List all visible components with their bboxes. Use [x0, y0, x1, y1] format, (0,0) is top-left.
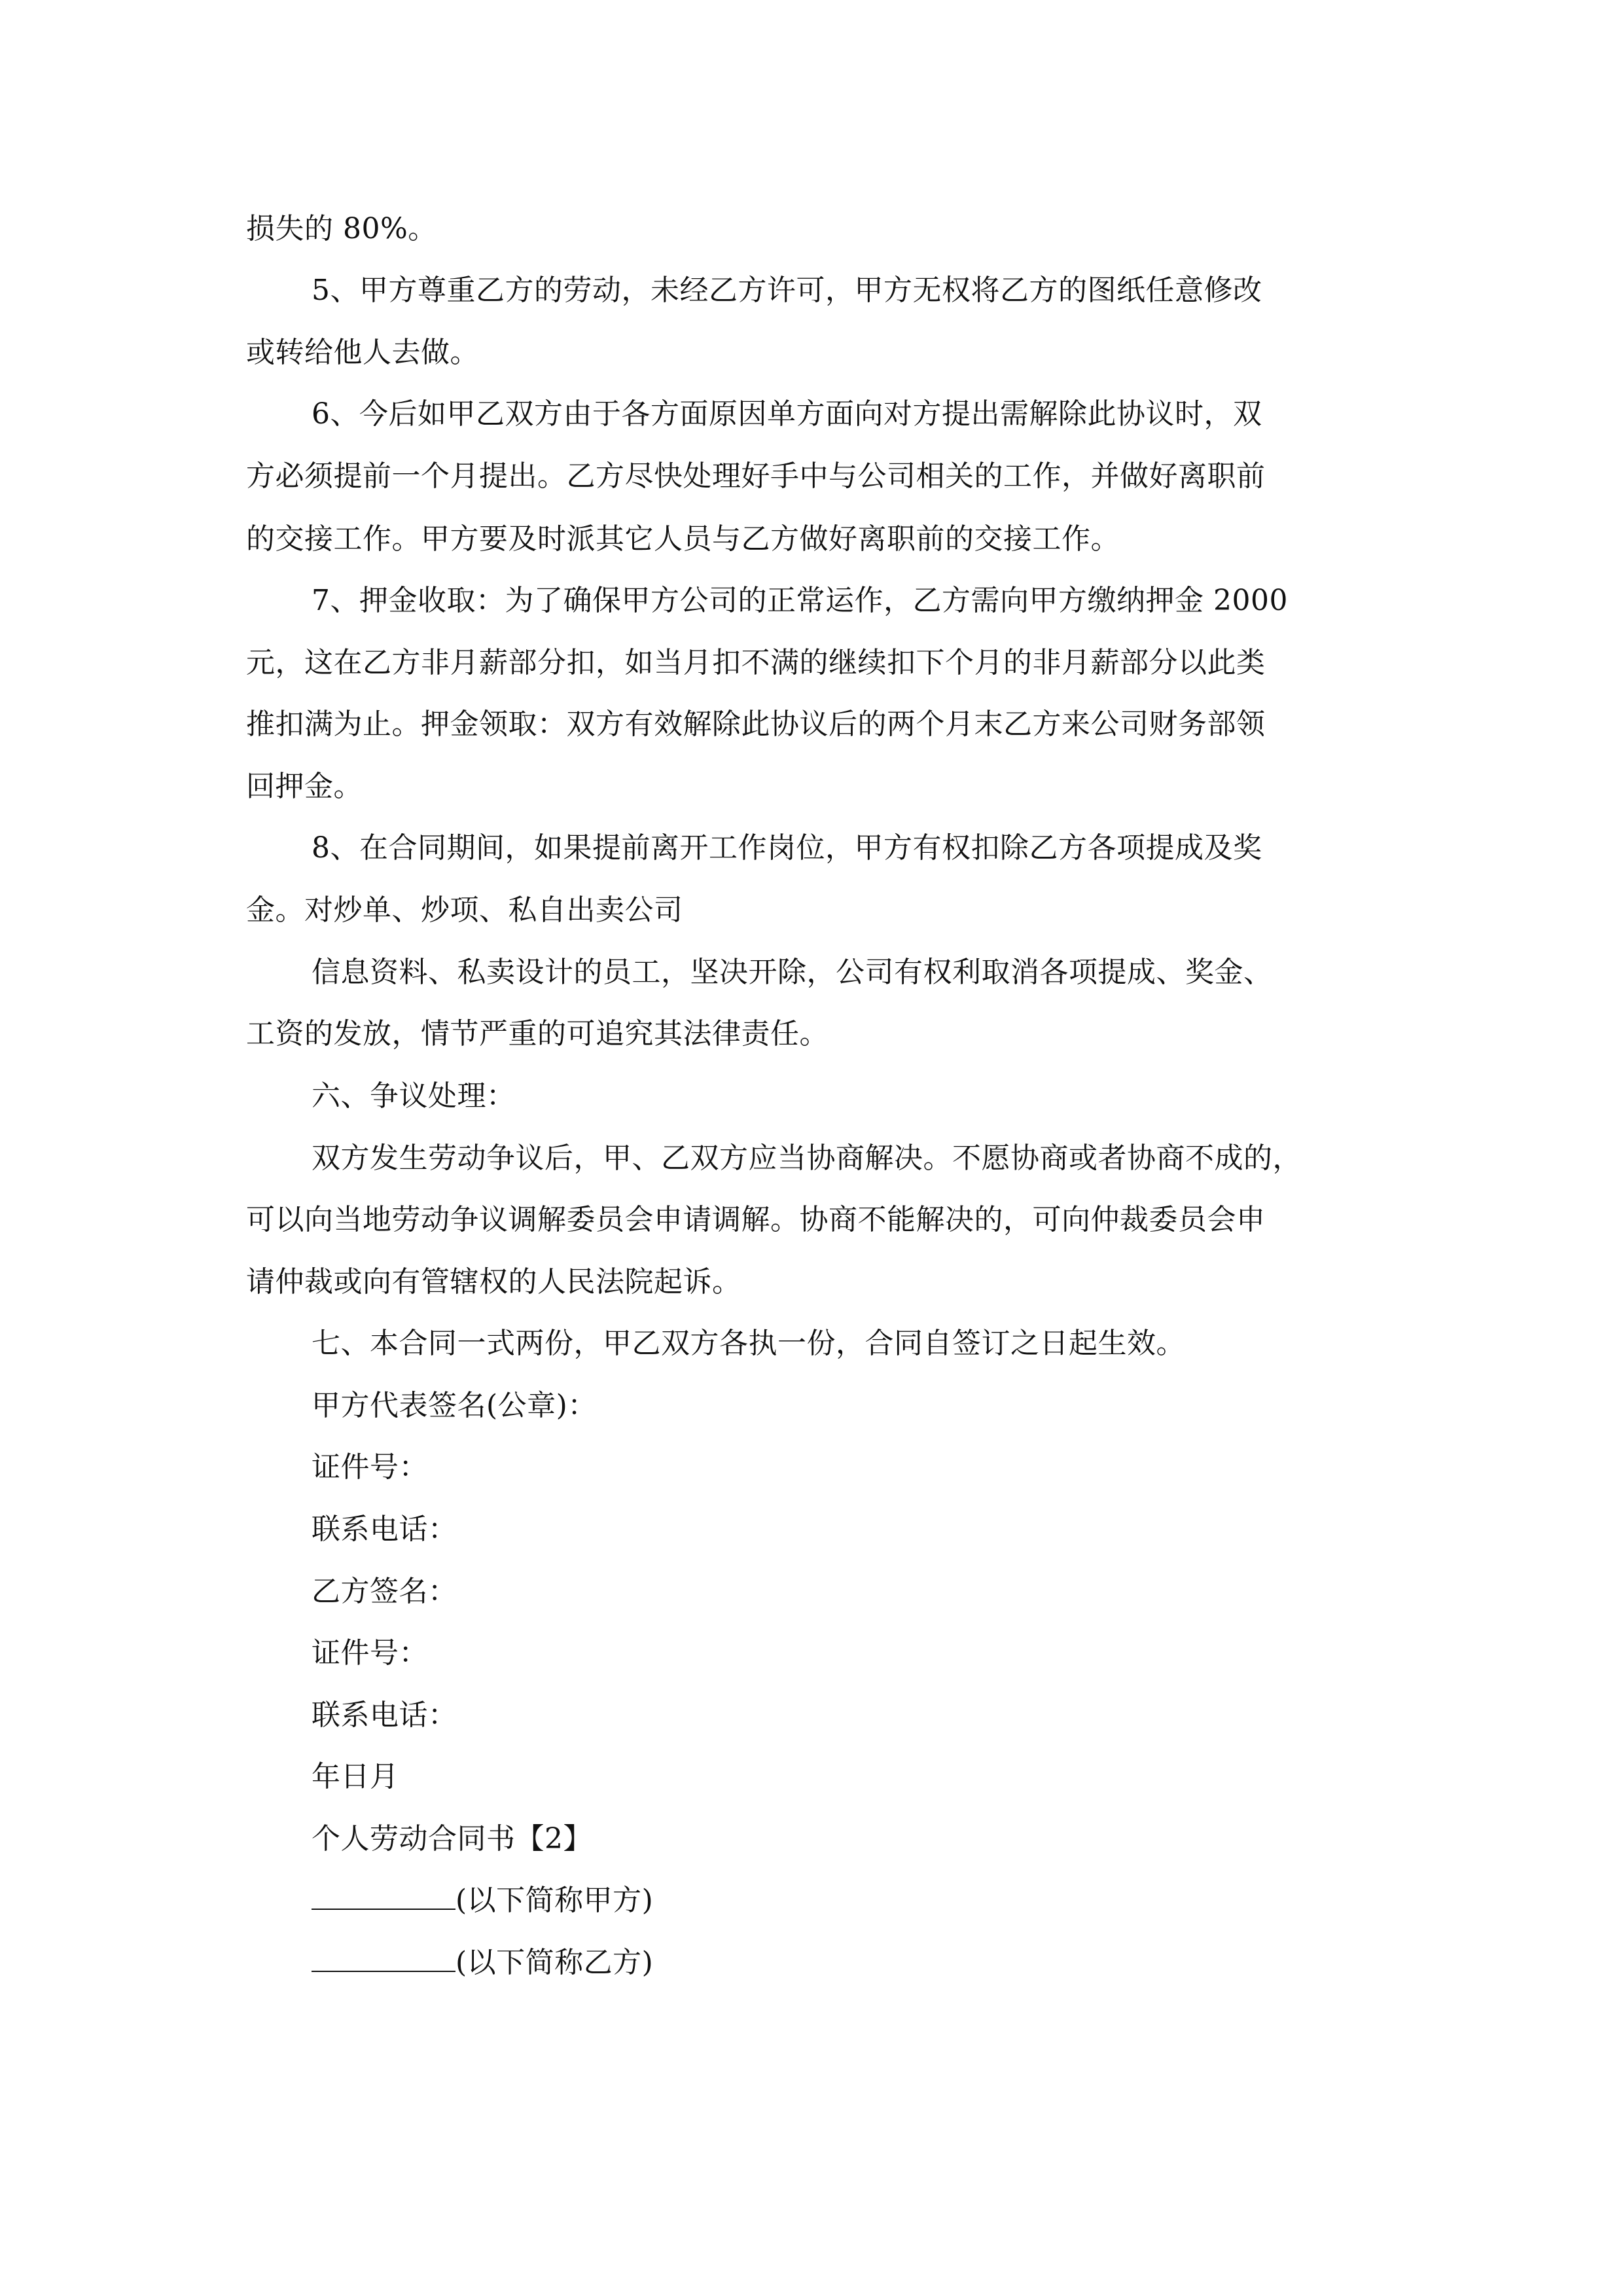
- dispute-line-2: 可以向当地劳动争议调解委员会申请调解。协商不能解决的，可向仲裁委员会申: [246, 1203, 1266, 1236]
- party-b-abbrev-label: (以下简称乙方): [455, 1946, 654, 1979]
- contract-title-2: 个人劳动合同书【2】: [312, 1822, 592, 1856]
- clause-5-line-2: 或转给他人去做。: [246, 336, 479, 369]
- dispute-line-1: 双方发生劳动争议后，甲、乙双方应当协商解决。不愿协商或者协商不成的，: [312, 1141, 1302, 1175]
- section-heading-dispute: 六、争议处理：: [312, 1079, 516, 1113]
- text-line: 损失的 80%。: [246, 212, 437, 245]
- clause-8-line-1: 8、在合同期间，如果提前离开工作岗位，甲方有权扣除乙方各项提成及奖: [312, 831, 1262, 865]
- clause-7-line-2: 元，这在乙方非月薪部分扣，如当月扣不满的继续扣下个月的非月薪部分以此类: [246, 646, 1266, 679]
- dispute-line-3: 请仲裁或向有管辖权的人民法院起诉。: [246, 1265, 741, 1299]
- party-b-blank: [312, 1945, 455, 1972]
- party-a-abbrev-label: (以下简称甲方): [455, 1884, 654, 1917]
- clause-8-line-4: 工资的发放，情节严重的可追究其法律责任。: [246, 1017, 829, 1050]
- section-7-line: 七、本合同一式两份，甲乙双方各执一份，合同自签订之日起生效。: [312, 1327, 1185, 1360]
- clause-5-line-1: 5、甲方尊重乙方的劳动，未经乙方许可，甲方无权将乙方的图纸任意修改: [312, 274, 1262, 307]
- clause-6-line-3: 的交接工作。甲方要及时派其它人员与乙方做好离职前的交接工作。: [246, 522, 1120, 556]
- party-a-blank: [312, 1882, 455, 1910]
- party-b-signature-label: 乙方签名：: [312, 1575, 457, 1608]
- clause-6-line-1: 6、今后如甲乙双方由于各方面原因单方面向对方提出需解除此协议时，双: [312, 397, 1262, 431]
- party-b-id-label: 证件号：: [312, 1636, 428, 1670]
- party-a-id-label: 证件号：: [312, 1450, 428, 1484]
- party-b-line: [312, 1943, 653, 1982]
- clause-7-line-1: 7、押金收取：为了确保甲方公司的正常运作，乙方需向甲方缴纳押金 2000: [312, 584, 1288, 617]
- date-label: 年日月: [312, 1760, 399, 1793]
- clause-8-line-2: 金。对炒单、炒项、私自出卖公司: [246, 893, 683, 927]
- clause-7-line-4: 回押金。: [246, 770, 363, 803]
- party-a-phone-label: 联系电话：: [312, 1513, 457, 1546]
- party-a-signature-label: 甲方代表签名(公章)：: [312, 1389, 597, 1422]
- party-b-phone-label: 联系电话：: [312, 1698, 457, 1732]
- party-a-line: [312, 1881, 653, 1920]
- clause-6-line-2: 方必须提前一个月提出。乙方尽快处理好手中与公司相关的工作，并做好离职前: [246, 459, 1266, 493]
- clause-7-line-3: 推扣满为止。押金领取：双方有效解除此协议后的两个月末乙方来公司财务部领: [246, 708, 1266, 741]
- clause-8-line-3: 信息资料、私卖设计的员工，坚决开除，公司有权利取消各项提成、奖金、: [312, 956, 1273, 989]
